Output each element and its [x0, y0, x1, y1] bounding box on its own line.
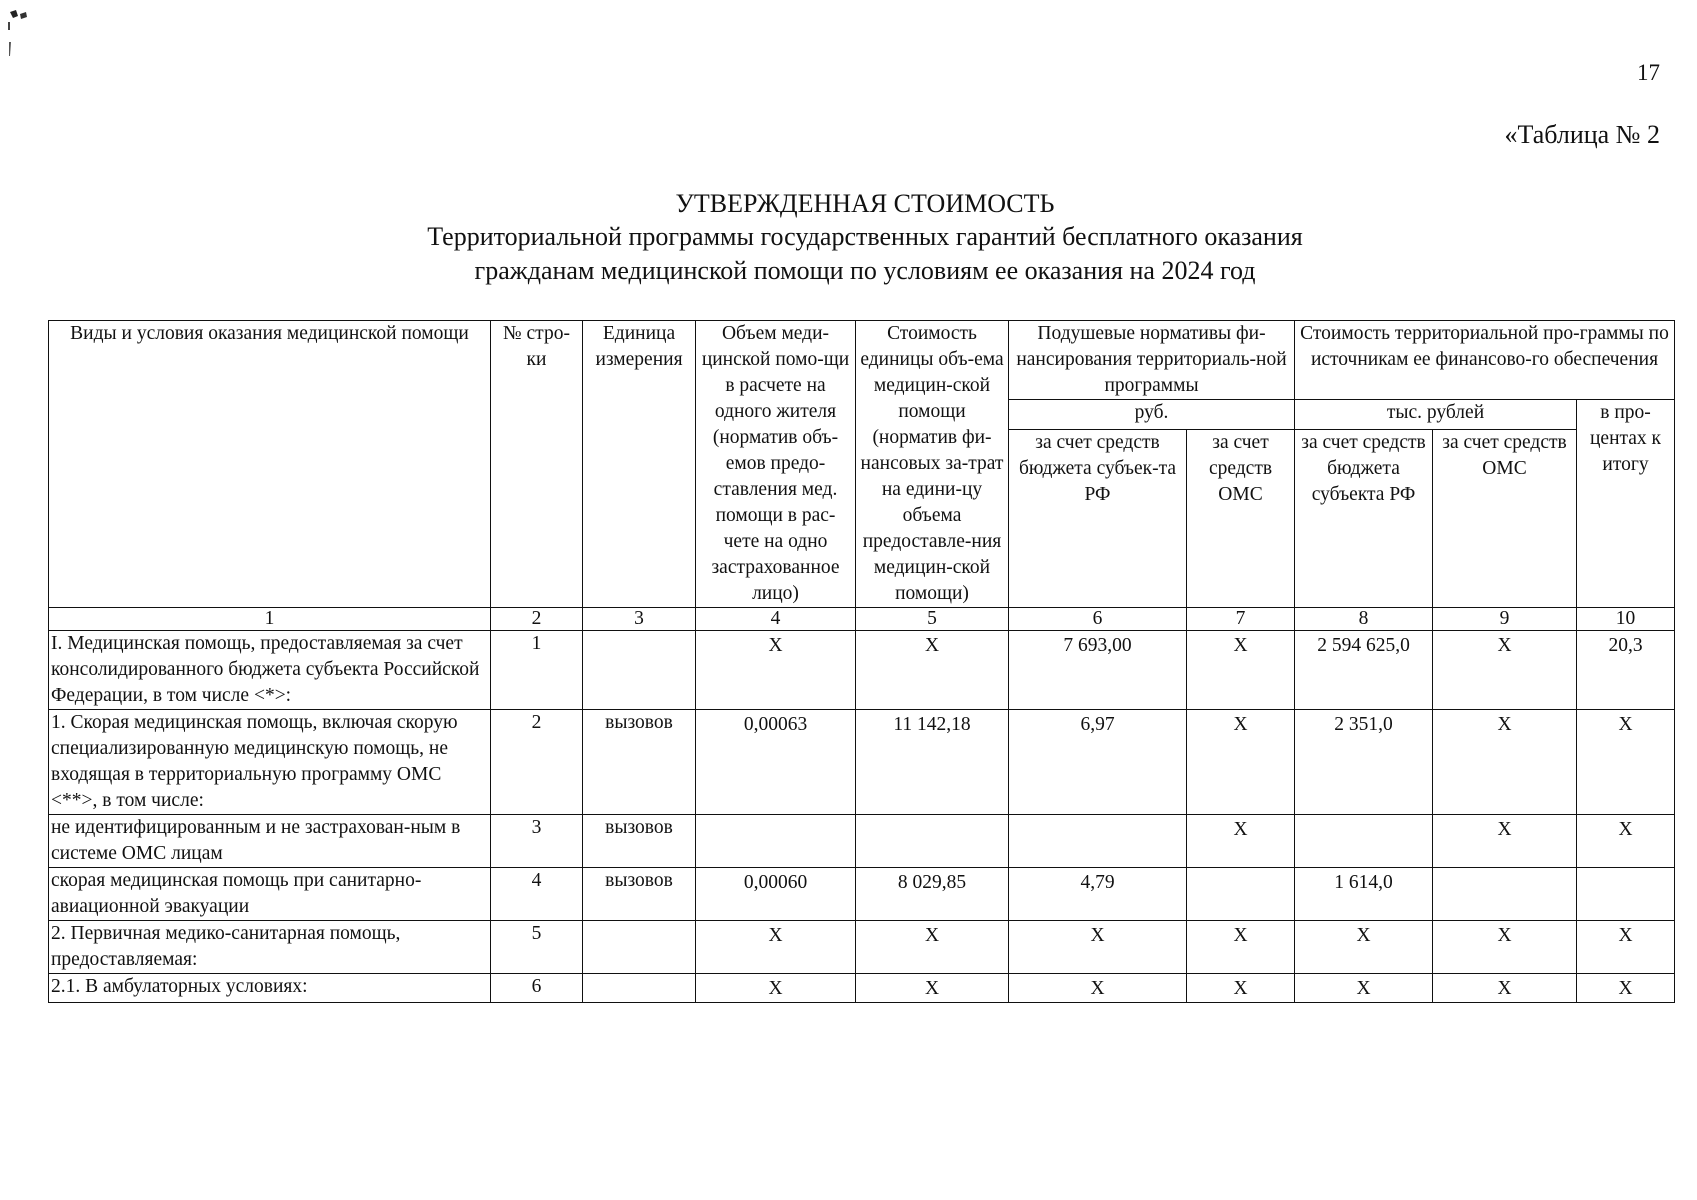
- row-unit: [583, 921, 696, 974]
- row-oms-rub: X: [1187, 710, 1295, 815]
- row-number: 3: [491, 815, 583, 868]
- scan-artifact-mark: [4, 8, 30, 58]
- table-row: [49, 921, 1675, 974]
- row-percent: X: [1577, 974, 1675, 1003]
- row-volume: X: [696, 631, 856, 710]
- row-label: 1. Скорая медицинская помощь, включая скорую специализированную медицинскую помощь, не входящая в территориальную программу ОМС <**>, в том числе:: [49, 710, 491, 815]
- row-volume: [696, 815, 856, 868]
- row-budget-thous: X: [1295, 921, 1433, 974]
- header-row-number: № стро-ки: [491, 321, 583, 608]
- column-numbers-row: [49, 608, 1675, 631]
- row-budget-thous: 1 614,0: [1295, 868, 1433, 921]
- row-oms-rub: X: [1187, 921, 1295, 974]
- row-percent: X: [1577, 921, 1675, 974]
- header-oms: за счет средств ОМС: [1187, 430, 1295, 608]
- row-oms-thous: X: [1433, 974, 1577, 1003]
- row-oms-rub: X: [1187, 815, 1295, 868]
- row-percent: [1577, 868, 1675, 921]
- row-volume: 0,00063: [696, 710, 856, 815]
- row-percent: X: [1577, 815, 1675, 868]
- row-unit-cost: X: [856, 631, 1009, 710]
- row-oms-rub: X: [1187, 974, 1295, 1003]
- row-budget-rub: 6,97: [1009, 710, 1187, 815]
- document-title-block: [250, 188, 1480, 288]
- row-label: 2. Первичная медико-санитарная помощь, предоставляемая:: [49, 921, 491, 974]
- table-row: [49, 868, 1675, 921]
- table-reference: «Таблица № 2: [1504, 120, 1660, 149]
- row-unit-cost: X: [856, 921, 1009, 974]
- row-unit: вызовов: [583, 815, 696, 868]
- column-number: 10: [1577, 608, 1675, 631]
- row-number: 2: [491, 710, 583, 815]
- row-label: 2.1. В амбулаторных условиях:: [49, 974, 491, 1003]
- document-subtitle-line-1: Территориальной программы государственных гарантий бесплатного оказания: [427, 222, 1303, 251]
- header-total-cost: Стоимость территориальной про-граммы по источникам ее финансово-го обеспечения: [1295, 321, 1675, 400]
- header-types: Виды и условия оказания медицинской помощи: [49, 321, 491, 608]
- row-unit-cost: 11 142,18: [856, 710, 1009, 815]
- row-label: I. Медицинская помощь, предоставляемая за счет консолидированного бюджета субъекта Российской Федерации, в том числе <*>:: [49, 631, 491, 710]
- column-number: 3: [583, 608, 696, 631]
- page-number: 17: [1637, 60, 1660, 85]
- approved-cost-table: [48, 320, 1675, 1003]
- row-unit: [583, 974, 696, 1003]
- row-unit-cost: [856, 815, 1009, 868]
- row-percent: 20,3: [1577, 631, 1675, 710]
- header-percent: в про-центах к итогу: [1577, 400, 1675, 608]
- row-oms-thous: X: [1433, 815, 1577, 868]
- header-thous-rub: тыс. рублей: [1295, 400, 1577, 430]
- row-oms-thous: [1433, 868, 1577, 921]
- row-oms-thous: X: [1433, 921, 1577, 974]
- row-percent: X: [1577, 710, 1675, 815]
- table-row: [49, 815, 1675, 868]
- row-volume: X: [696, 974, 856, 1003]
- column-number: 6: [1009, 608, 1187, 631]
- row-budget-rub: 7 693,00: [1009, 631, 1187, 710]
- row-number: 5: [491, 921, 583, 974]
- row-budget-thous: 2 351,0: [1295, 710, 1433, 815]
- row-oms-rub: [1187, 868, 1295, 921]
- column-number: 2: [491, 608, 583, 631]
- header-rub: руб.: [1009, 400, 1295, 430]
- column-number: 9: [1433, 608, 1577, 631]
- row-budget-rub: [1009, 815, 1187, 868]
- row-budget-thous: X: [1295, 974, 1433, 1003]
- header-volume: Объем меди-цинской помо-щи в расчете на одного жителя (норматив объ-емов предо-ставления мед. помощи в рас-чете на одно застрахованное лицо): [696, 321, 856, 608]
- header-unit-cost: Стоимость единицы объ-ема медицин-ской помощи (норматив фи-нансовых за-трат на едини-цу объема предоставле-ния медицин-ской помощи): [856, 321, 1009, 608]
- row-budget-rub: X: [1009, 974, 1187, 1003]
- row-oms-thous: X: [1433, 710, 1577, 815]
- header-budget-rf-thous: за счет средств бюджета субъекта РФ: [1295, 430, 1433, 608]
- row-label: не идентифицированным и не застрахован-ным в системе ОМС лицам: [49, 815, 491, 868]
- row-budget-thous: [1295, 815, 1433, 868]
- document-title: УТВЕРЖДЕННАЯ СТОИМОСТЬ: [675, 189, 1055, 218]
- column-number: 8: [1295, 608, 1433, 631]
- table-row: [49, 710, 1675, 815]
- row-oms-rub: X: [1187, 631, 1295, 710]
- row-oms-thous: X: [1433, 631, 1577, 710]
- row-budget-thous: 2 594 625,0: [1295, 631, 1433, 710]
- row-unit-cost: X: [856, 974, 1009, 1003]
- table-row: [49, 974, 1675, 1003]
- column-number: 7: [1187, 608, 1295, 631]
- document-subtitle-line-2: гражданам медицинской помощи по условиям ее оказания на 2024 год: [474, 256, 1256, 285]
- column-number: 1: [49, 608, 491, 631]
- row-volume: 0,00060: [696, 868, 856, 921]
- row-number: 6: [491, 974, 583, 1003]
- row-number: 4: [491, 868, 583, 921]
- table-row: [49, 631, 1675, 710]
- header-budget-rf: за счет средств бюджета субъек-та РФ: [1009, 430, 1187, 608]
- column-number: 5: [856, 608, 1009, 631]
- row-number: 1: [491, 631, 583, 710]
- row-unit-cost: 8 029,85: [856, 868, 1009, 921]
- row-label: скорая медицинская помощь при санитарно-авиационной эвакуации: [49, 868, 491, 921]
- row-unit: вызовов: [583, 868, 696, 921]
- row-budget-rub: 4,79: [1009, 868, 1187, 921]
- header-oms-thous: за счет средств ОМС: [1433, 430, 1577, 608]
- row-unit: вызовов: [583, 710, 696, 815]
- row-budget-rub: X: [1009, 921, 1187, 974]
- header-per-capita: Подушевые нормативы фи-нансирования территориаль-ной программы: [1009, 321, 1295, 400]
- header-unit: Единица измерения: [583, 321, 696, 608]
- column-number: 4: [696, 608, 856, 631]
- row-volume: X: [696, 921, 856, 974]
- row-unit: [583, 631, 696, 710]
